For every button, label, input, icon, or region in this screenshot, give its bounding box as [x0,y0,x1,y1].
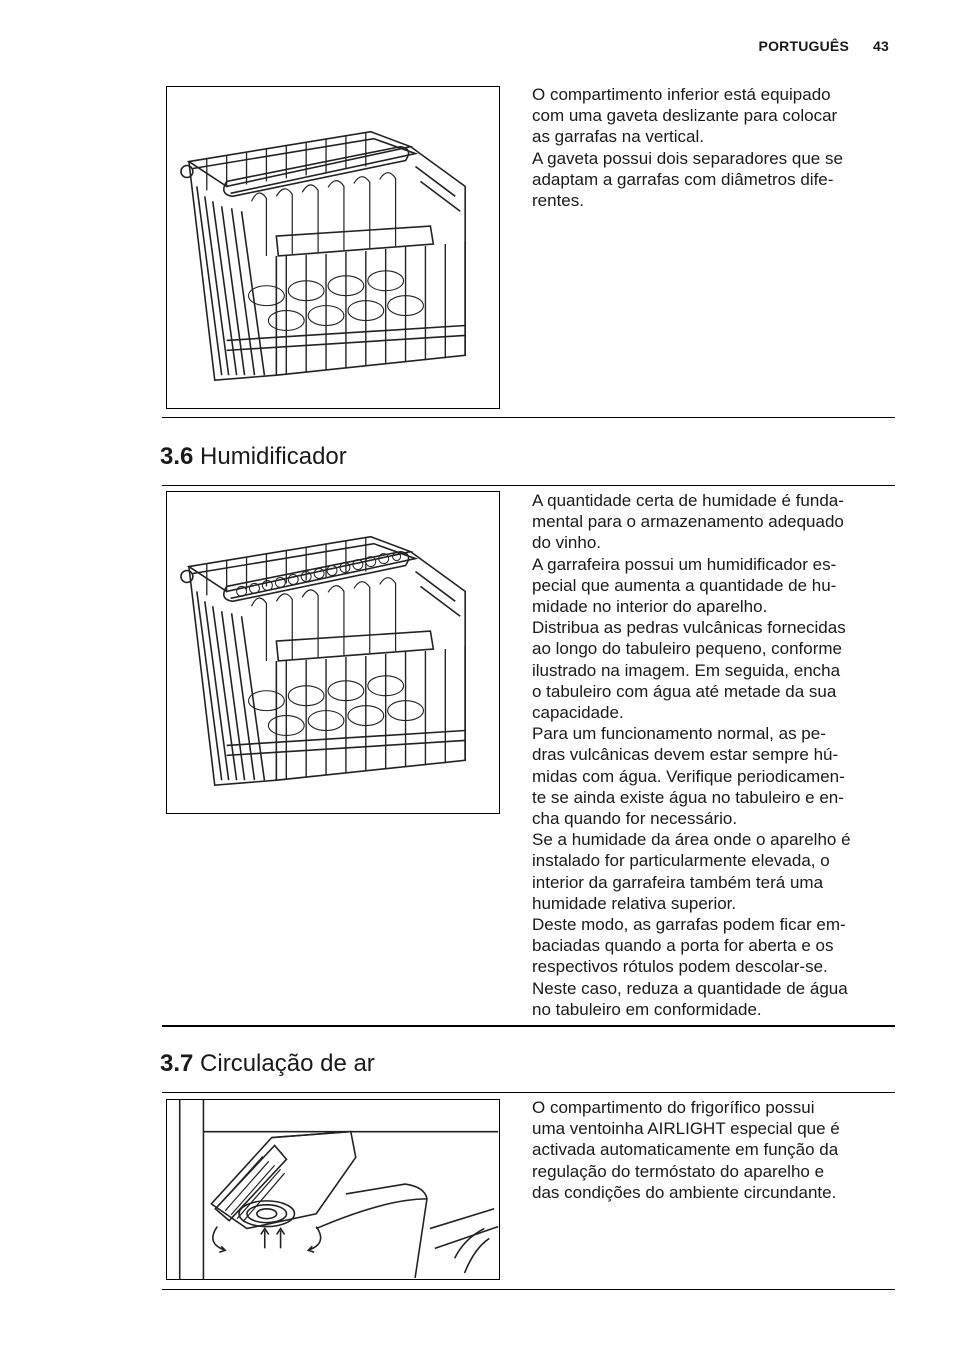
fan-unit-icon [180,1100,498,1279]
section-number: 3.6 [160,443,194,470]
wire-basket-with-stones-icon [181,537,465,785]
section-heading-air-circulation [160,1050,375,1078]
section-number: 3.7 [160,1050,194,1077]
page-number: 43 [873,38,889,54]
section-divider [162,1289,895,1290]
basket-drawer-illustration [166,86,500,409]
section-divider [162,1092,895,1093]
section-heading-humidifier [160,443,347,471]
section-divider [162,485,895,486]
drawer-description: O compartimento inferior está equipado com uma gaveta deslizante para colocar as garrafas na vertical. A gaveta possui dois separadores que se adaptam a garrafas com diâmetros dife- rentes. [532,85,843,211]
section-divider [162,1025,895,1027]
section-title: Circulação de ar [200,1050,375,1077]
air-circulation-description: O compartimento do frigorífico possui uma ventoinha AIRLIGHT especial que é activada automaticamente em função da regulação do termóstato do aparelho e das condições do ambiente circundante. [532,1098,840,1202]
vent-grille-icon [219,1156,284,1221]
humidifier-description: A quantidade certa de humidade é funda- mental para o armazenamento adequado do vinho. A garrafeira possui um humidificador es- pecial que aumenta a quantidade de hu- midade no interior do aparelho. Distribua as pedras vulcânicas fornecidas ao longo do tabuleiro pequeno, conforme ilustrado na imagem. Em seguida, encha o tabuleiro com água até metade da sua capacidade. Para um funcionamento normal, as pe- dras vulcânicas devem estar sempre hú- midas com água. Verifique periodicamen- te se ainda existe água no tabuleiro e en- cha quando for necessário. Se a humidade da área onde o aparelho é instalado for particularmente elevada, o interior da garrafeira também terá uma humidade relativa superior. Deste modo, as garrafas podem ficar em- baciadas quando a porta for aberta e os respectivos rótulos podem descolar-se. Neste caso, reduza a quantidade de água no tabuleiro em conformidade. [532,491,851,1019]
page-header [759,38,889,54]
section-divider [162,417,895,418]
language-label: PORTUGUÊS [758,38,850,54]
section-title: Humidificador [200,443,347,470]
humidifier-basket-illustration [166,491,500,814]
wire-basket-icon [181,132,465,380]
airlight-fan-illustration [166,1099,500,1280]
